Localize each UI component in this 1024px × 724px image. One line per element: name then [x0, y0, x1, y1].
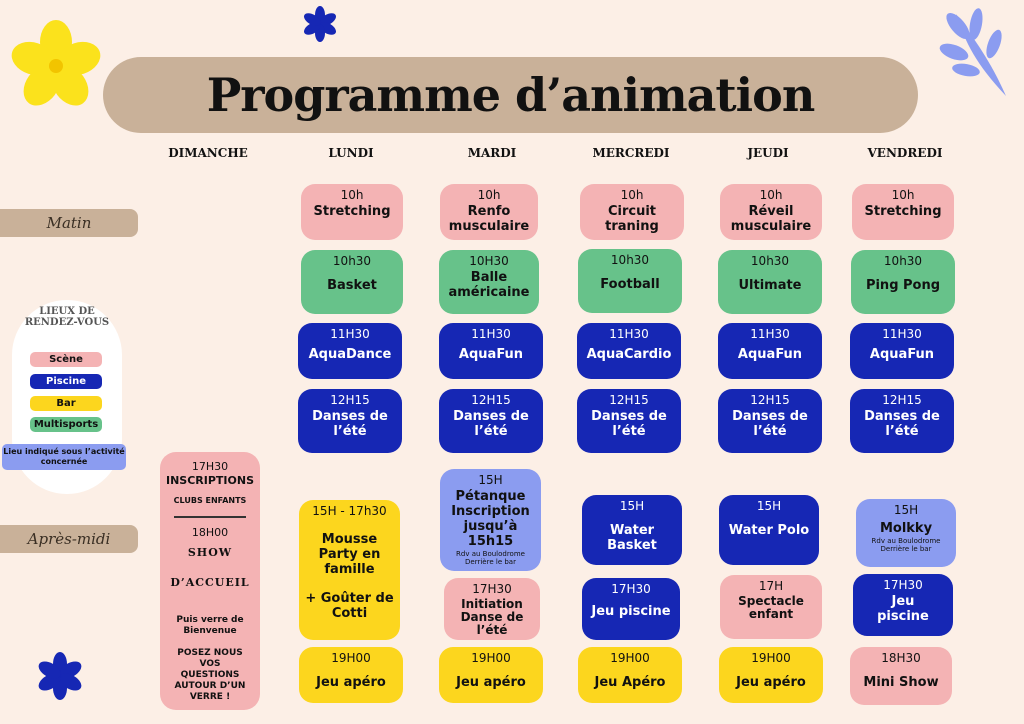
event-activity: Jeu apéro: [736, 675, 806, 690]
event-activity: Jeu apéro: [316, 675, 386, 690]
event-activity: Spectacle enfant: [738, 594, 804, 621]
page-title: Programme d’animation: [206, 68, 815, 122]
event-activity: AquaDance: [308, 347, 392, 362]
sunday-accueil: D’ACCUEIL: [170, 576, 250, 589]
event-activity: Danses de l’été: [312, 409, 388, 439]
event-lundi-mousse: [299, 500, 400, 640]
event-note: Rdv au Boulodrome Derrière le bar: [456, 550, 525, 566]
event-activity: AquaCardio: [586, 347, 672, 362]
event-time: 10h: [620, 188, 644, 202]
event-mercredi-danses: [577, 389, 681, 453]
day-header-vendredi: VENDREDI: [867, 146, 943, 160]
event-lundi-basket: [301, 250, 403, 314]
day-header-lundi: LUNDI: [328, 146, 374, 160]
event-extra: + Goûter de Cotti: [305, 591, 394, 621]
day-header-dimanche: DIMANCHE: [168, 146, 248, 160]
event-jeudi-reveil: [720, 184, 822, 240]
day-header-mardi: MARDI: [467, 146, 517, 160]
event-time: 15H: [619, 499, 645, 513]
event-time: 12H15: [750, 393, 790, 407]
event-jeudi-aquafun: [718, 323, 822, 379]
sunday-time1: 17H30: [191, 460, 229, 473]
event-lundi-jeu-apero: [299, 647, 403, 703]
event-time: 10H30: [469, 254, 509, 268]
event-mercredi-jeu-piscine: [582, 578, 680, 640]
event-activity: AquaFun: [869, 347, 935, 362]
event-activity: Initiation Danse de l’été: [460, 597, 524, 637]
event-mercredi-football: [578, 249, 682, 313]
event-time: 19H00: [610, 651, 650, 665]
sunday-bienvenue: Puis verre de Bienvenue: [176, 615, 244, 636]
event-time: 19H00: [471, 651, 511, 665]
event-time: 12H15: [471, 393, 511, 407]
sunday-card: [160, 452, 260, 710]
event-jeudi-water-polo: [719, 495, 819, 565]
event-activity: AquaFun: [737, 347, 803, 362]
event-time: 12H15: [609, 393, 649, 407]
event-activity: Molkky: [879, 521, 933, 536]
event-time: 12H15: [882, 393, 922, 407]
event-lundi-aquadance: [298, 323, 402, 379]
event-time: 11H30: [471, 327, 511, 341]
day-header-mercredi: MERCREDI: [592, 146, 670, 160]
event-time: 17H30: [472, 582, 512, 596]
event-vendredi-jeu-piscine: [853, 574, 953, 636]
event-time: 15H: [756, 499, 782, 513]
event-time: 19H00: [331, 651, 371, 665]
event-time: 10h: [340, 188, 364, 202]
event-activity: Water Polo: [728, 523, 810, 538]
event-activity: Stretching: [313, 204, 391, 219]
event-mercredi-water-basket: [582, 495, 682, 565]
sunday-divider: [174, 516, 246, 518]
event-time: 11H30: [750, 327, 790, 341]
event-time: 15H: [478, 473, 503, 487]
event-vendredi-stretching: [852, 184, 954, 240]
event-activity: Football: [600, 277, 660, 292]
leaf-icon: [936, 4, 1016, 100]
event-lundi-stretching: [301, 184, 403, 240]
event-time: 12H15: [330, 393, 370, 407]
sunday-show: SHOW: [187, 546, 233, 559]
event-activity: Jeu Apéro: [594, 675, 666, 690]
blue-flower-icon-bottom: [36, 652, 84, 700]
period-tab-afternoon: Après-midi: [0, 525, 138, 553]
event-mardi-petanque: [440, 469, 541, 571]
event-mardi-aquafun: [439, 323, 543, 379]
event-activity: Mousse Party en famille: [318, 532, 381, 577]
event-activity: Ping Pong: [865, 278, 941, 293]
blue-flower-icon: [302, 6, 338, 42]
event-mercredi-circuit: [580, 184, 684, 240]
sunday-time2: 18H00: [191, 526, 229, 539]
event-time: 11H30: [609, 327, 649, 341]
event-time: 17H30: [611, 582, 651, 596]
legend-item-piscine: Piscine: [30, 374, 102, 389]
event-jeudi-danses: [718, 389, 822, 453]
event-vendredi-aquafun: [850, 323, 954, 379]
event-vendredi-ping-pong: [851, 250, 955, 314]
event-activity: Pétanque Inscription jusqu’à 15h15: [451, 489, 530, 549]
event-time: 11H30: [330, 327, 370, 341]
legend-item-multisports: Multisports: [30, 417, 102, 432]
event-time: 10h30: [883, 254, 923, 268]
event-activity: Mini Show: [863, 675, 939, 690]
event-time: 18H30: [881, 651, 921, 665]
event-jeudi-spectacle: [720, 575, 822, 639]
event-activity: Water Basket: [607, 523, 657, 553]
event-mercredi-aquacardio: [577, 323, 681, 379]
period-tab-morning: Matin: [0, 209, 138, 237]
event-activity: Jeu piscine: [591, 604, 671, 619]
yellow-flower-icon: [8, 20, 104, 112]
event-activity: Jeu piscine: [877, 594, 929, 624]
event-mardi-renfo: [440, 184, 538, 240]
event-time: 19H00: [751, 651, 791, 665]
event-mardi-balle: [439, 250, 539, 314]
legend-item-bar: Bar: [30, 396, 102, 411]
event-activity: Basket: [327, 278, 377, 293]
legend-item-other-location: Lieu indiqué sous l’activité concernée: [2, 444, 126, 470]
event-note: Rdv au Boulodrome Derrière le bar: [871, 537, 941, 553]
event-mardi-jeu-apero: [439, 647, 543, 703]
legend-item-scene: Scène: [30, 352, 102, 367]
event-time: 15H: [893, 503, 919, 517]
event-mardi-danses: [439, 389, 543, 453]
sunday-questions: POSEZ NOUS VOS QUESTIONS AUTOUR D’UN VERRE !: [174, 648, 246, 702]
event-time: 17H30: [883, 578, 923, 592]
sunday-clubs-enfants: CLUBS ENFANTS: [173, 496, 247, 505]
event-activity: Balle américaine: [448, 270, 530, 300]
event-time: 11H30: [882, 327, 922, 341]
event-time: 17H: [758, 579, 784, 593]
event-activity: Stretching: [864, 204, 942, 219]
event-jeudi-jeu-apero: [719, 647, 823, 703]
event-activity: Danses de l’été: [732, 409, 808, 439]
event-vendredi-danses: [850, 389, 954, 453]
event-activity: Danses de l’été: [453, 409, 529, 439]
event-activity: Renfo musculaire: [448, 204, 530, 234]
sunday-inscriptions: INSCRIPTIONS: [166, 474, 254, 487]
event-vendredi-mini-show: [850, 647, 952, 705]
event-activity: Réveil musculaire: [730, 204, 812, 234]
event-time: 10h30: [332, 254, 372, 268]
event-activity: Jeu apéro: [456, 675, 526, 690]
legend-title: LIEUX DE RENDEZ-VOUS: [24, 306, 110, 328]
event-activity: Danses de l’été: [591, 409, 667, 439]
event-activity: Danses de l’été: [864, 409, 940, 439]
event-time: 10h30: [750, 254, 790, 268]
event-time: 10h30: [610, 253, 650, 267]
event-time: 10h: [477, 188, 501, 202]
day-header-jeudi: JEUDI: [747, 146, 789, 160]
event-time: 10h: [759, 188, 783, 202]
event-jeudi-ultimate: [718, 250, 822, 314]
event-mercredi-jeu-apero: [578, 647, 682, 703]
event-time: 15H - 17h30: [312, 504, 387, 518]
event-lundi-danses: [298, 389, 402, 453]
event-activity: Ultimate: [738, 278, 802, 293]
event-time: 10h: [891, 188, 915, 202]
event-activity: AquaFun: [458, 347, 524, 362]
event-vendredi-molkky: [856, 499, 956, 567]
event-mardi-initiation: [444, 578, 540, 640]
event-activity: Circuit traning: [605, 204, 659, 234]
